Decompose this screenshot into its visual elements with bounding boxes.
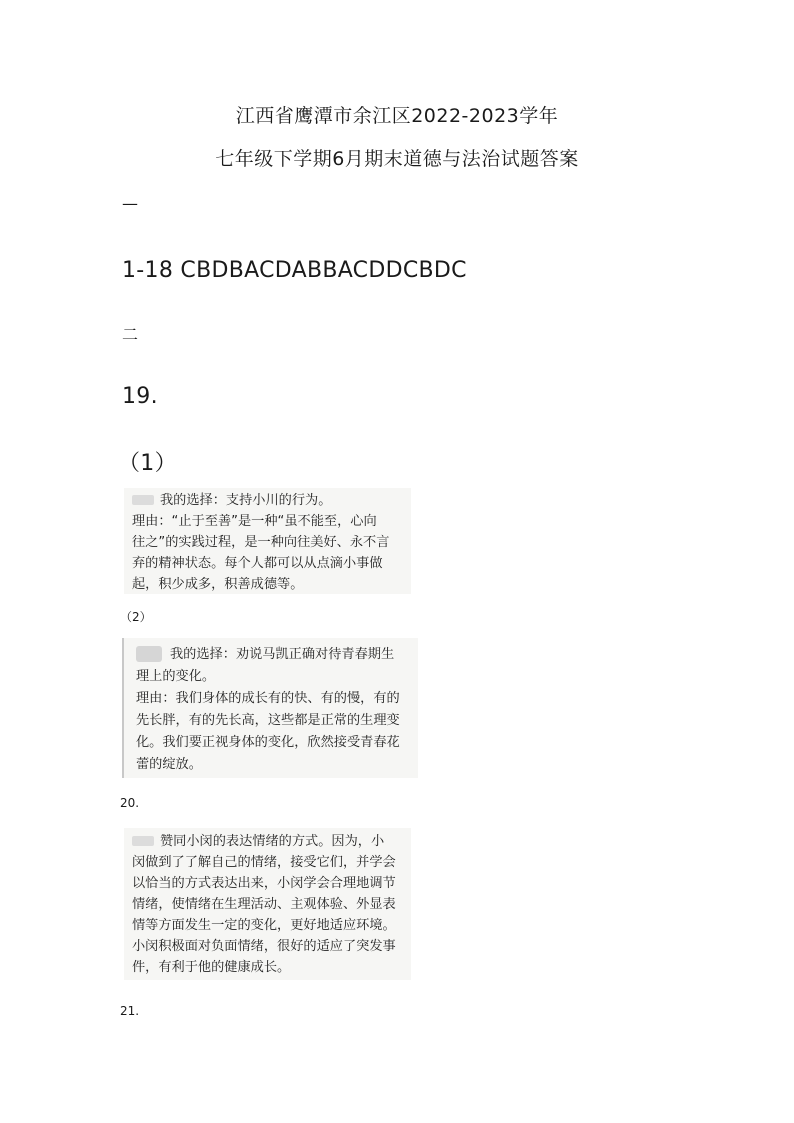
answer-line: 以恰当的方式表达出来，小闵学会合理地调节 [132,876,396,891]
answer-reason-line: 化。我们要正视身体的变化，欣然接受青春花 [136,735,400,750]
answer-reason-line: 蕾的绽放。 [136,757,202,772]
question-21-label: 21. [120,1004,140,1018]
answer-card-19-1 [124,488,411,594]
answer-line: 情绪，使情绪在生理活动、主观体验、外显表 [132,897,396,912]
answer-line: 小闵积极面对负面情绪，很好的适应了突发事 [132,939,396,954]
answer-reason-line: 先长胖，有的先长高，这些都是正常的生理变 [136,713,400,728]
answer-line: 情等方面发生一定的变化，更好地适应环境。 [132,918,396,933]
answer-card-19-2 [122,638,418,778]
answer-line: 件，有利于他的健康成长。 [132,960,291,975]
redacted-avatar [132,836,154,846]
answer-reason-line: 理由：我们身体的成长有的快、有的慢，有的 [136,691,400,706]
answer-reason-line: 起，积少成多，积善成德等。 [132,577,304,592]
question-19-part-2-label: （2） [120,610,152,624]
question-20-label: 20. [120,796,140,810]
document-title-line-2: 七年级下学期6月期末道德与法治试题答案 [215,148,579,170]
question-19-part-1-label: （1） [118,451,177,476]
question-19-label: 19. [122,384,158,409]
answer-line: 赞同小闵的表达情绪的方式。因为，小 [160,834,385,849]
answer-choice-continued: 理上的变化。 [136,669,216,684]
multiple-choice-answers: 1-18 CBDBACDABBACDDCBDC [122,258,467,283]
section-one-marker: — [122,194,138,213]
redacted-avatar [136,646,162,662]
answer-choice: 我的选择：支持小川的行为。 [160,493,332,508]
answer-card-20 [124,828,411,980]
document-title-line-1: 江西省鹰潭市余江区2022-2023学年 [235,105,559,127]
answer-reason-line: 理由：“止于至善”是一种“虽不能至，心向 [132,514,377,529]
answer-reason-line: 往之”的实践过程，是一种向往美好、永不言 [132,535,390,550]
answer-choice: 我的选择：劝说马凯正确对待青春期生 [170,647,395,662]
redacted-avatar [132,495,154,505]
section-two-marker: 二 [122,325,139,344]
answer-reason-line: 弃的精神状态。每个人都可以从点滴小事做 [132,556,383,571]
answer-line: 闵做到了了解自己的情绪，接受它们，并学会 [132,855,396,870]
